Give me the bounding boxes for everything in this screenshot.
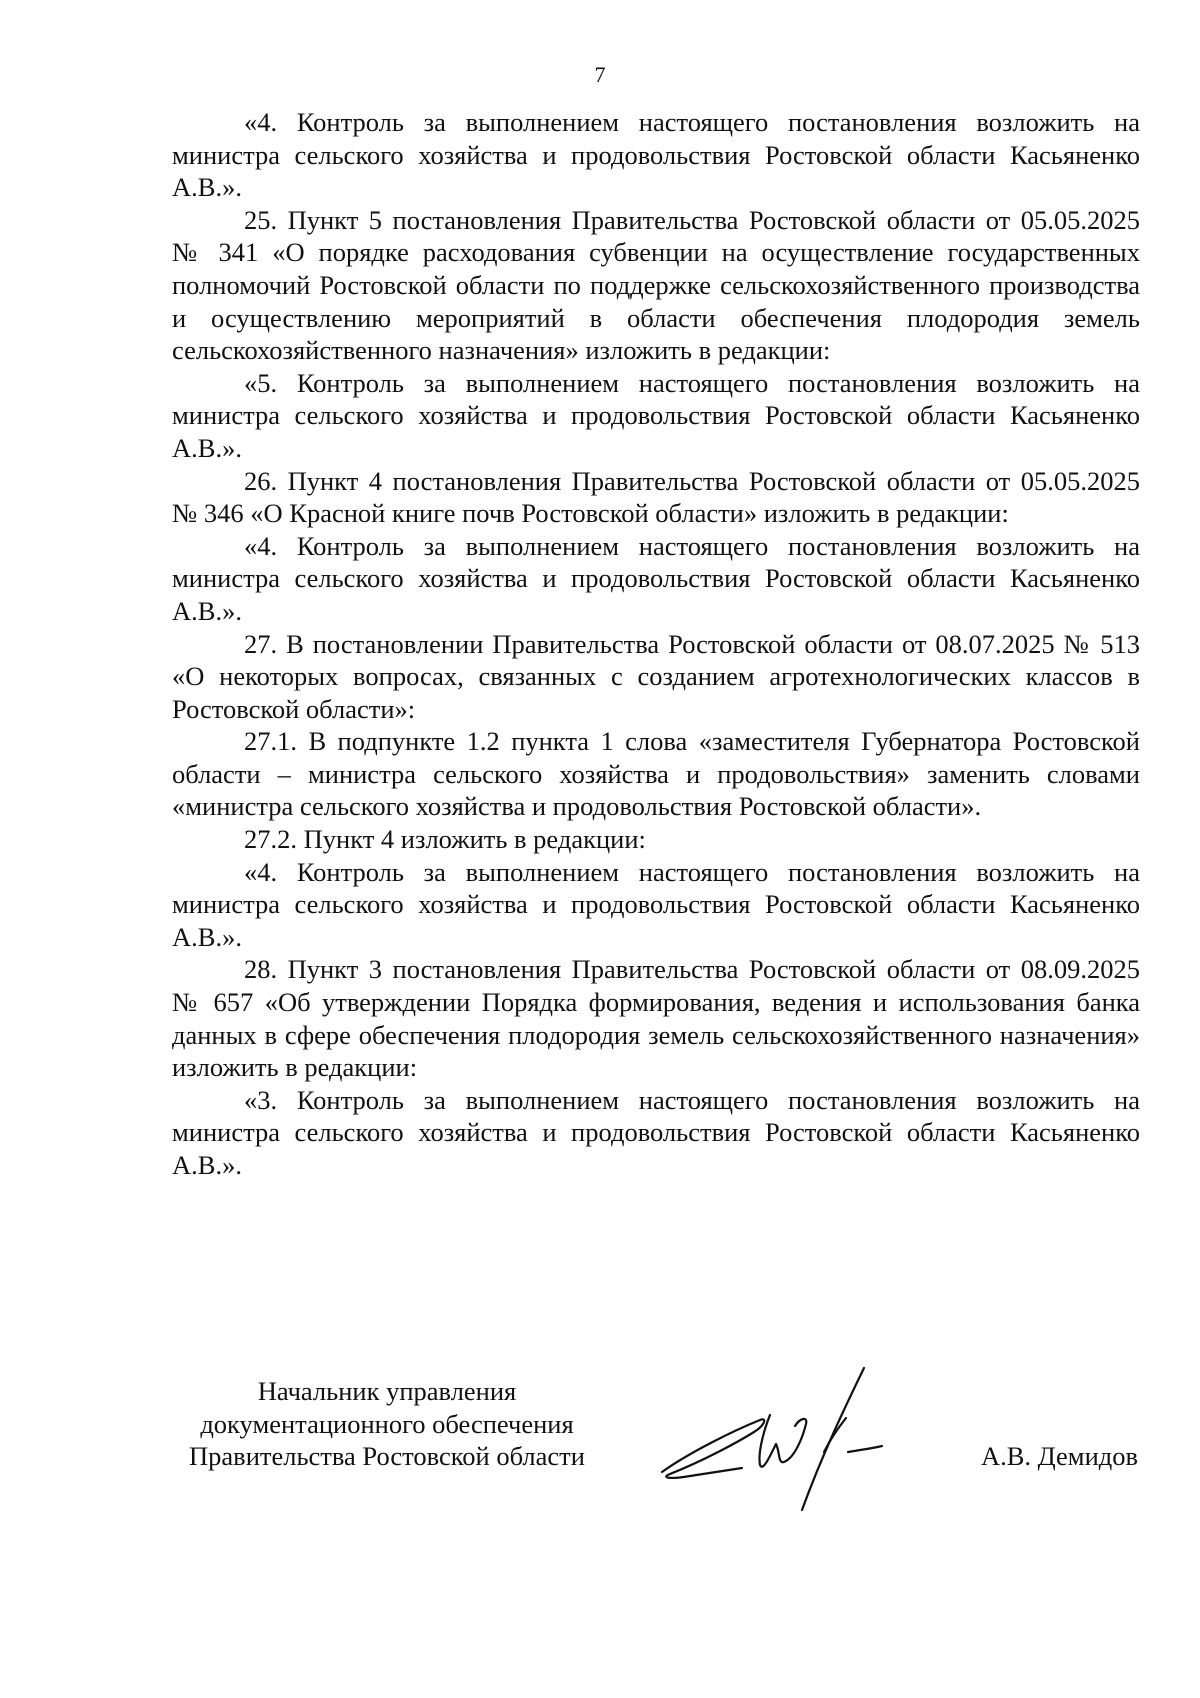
- signer-position-line: Начальник управления: [257, 1376, 517, 1406]
- page-number: 7: [594, 62, 606, 87]
- paragraph: «3. Контроль за выполнением настоящего постановления возложить на министра сельского хозяйства и продовольствия Ростовской области Касьяненко А.В.».: [172, 1084, 1140, 1180]
- signer-position-line: Правительства Ростовской области: [189, 1441, 585, 1472]
- handwritten-signature: [650, 1360, 930, 1530]
- signer-name: А.В. Демидов: [980, 1441, 1138, 1471]
- paragraph: 26. Пункт 4 постановления Правительства Ростовской области от 05.05.2025 № 346 «О Красной книге почв Ростовской области» изложить в редакции:: [172, 465, 1140, 529]
- paragraph: 25. Пункт 5 постановления Правительства Ростовской области от 05.05.2025 № 341 «О порядке расходования субвенции на осуществление государственных полномочий Ростовской области по поддержке сельскохозяйственного производства и осуществлению мероприятий в области обеспечения плодородия земель сельскохозяйственного назначения» изложить в редакции:: [172, 204, 1140, 366]
- paragraph: «4. Контроль за выполнением настоящего постановления возложить на министра сельского хозяйства и продовольствия Ростовской области Касьяненко А.В.».: [172, 530, 1140, 626]
- signer-position: [172, 1375, 602, 1473]
- paragraph: 27.2. Пункт 4 изложить в редакции:: [244, 824, 646, 855]
- document-body: [172, 106, 1140, 1182]
- paragraph: 27.1. В подпункте 1.2 пункта 1 слова «заместителя Губернатора Ростовской области – министра сельского хозяйства и продовольствия» заменить словами «министра сельского хозяйства и продовольствия Ростовской области».: [172, 726, 1140, 822]
- paragraph: «5. Контроль за выполнением настоящего постановления возложить на министра сельского хозяйства и продовольствия Ростовской области Касьяненко А.В.».: [172, 367, 1140, 463]
- paragraph: «4. Контроль за выполнением настоящего постановления возложить на министра сельского хозяйства и продовольствия Ростовской области Касьяненко А.В.».: [172, 107, 1140, 203]
- paragraph: 27. В постановлении Правительства Ростовской области от 08.07.2025 № 513 «О некоторых вопросах, связанных с созданием агротехнологических классов в Ростовской области»:: [172, 628, 1140, 724]
- paragraph: 28. Пункт 3 постановления Правительства Ростовской области от 08.09.2025 № 657 «Об утверждении Порядка формирования, ведения и использования банка данных в сфере обеспечения плодородия земель сельскохозяйственного назначения» изложить в редакции:: [172, 954, 1140, 1083]
- signer-position-line: документационного обеспечения: [200, 1408, 574, 1439]
- paragraph: «4. Контроль за выполнением настоящего постановления возложить на министра сельского хозяйства и продовольствия Ростовской области Касьяненко А.В.».: [172, 856, 1140, 952]
